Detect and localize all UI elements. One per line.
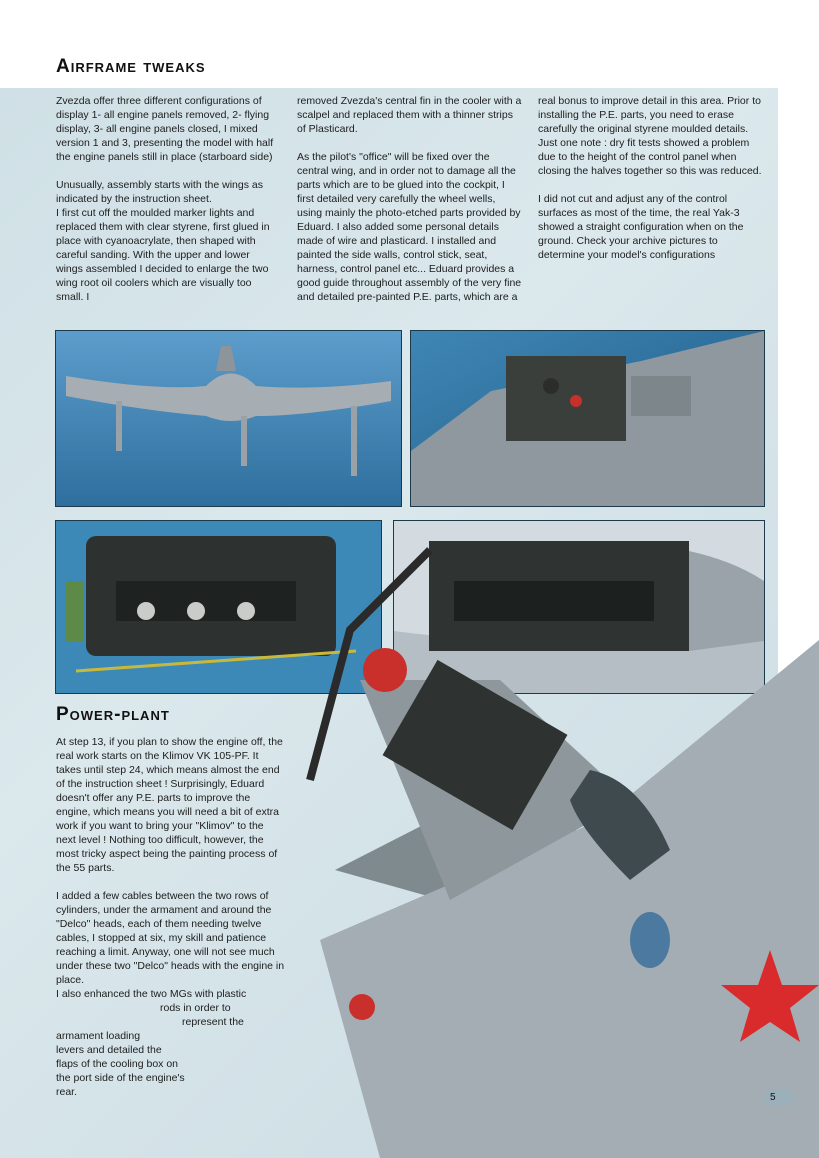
text-line: rear. <box>56 1086 78 1098</box>
section-title-powerplant: Power-plant <box>56 704 170 725</box>
photo-aircraft-main <box>300 520 819 1158</box>
paragraph: At step 13, if you plan to show the engine off, the real work starts on the Klimov VK 105-PF. It takes until step 24, which means almost the end of the instruction sheet ! Surprisingly, Eduard doesn't offer any P.E. parts to improve the engine, which means you will need a bit of extra work if you want to bring your "Klimov" to the next level ! Nothing too difficult, however, the most tricky aspect being the painting process of the 55 parts. <box>56 736 283 874</box>
paragraph: As the pilot's "office" will be fixed over the central wing, and in order not to damage all the parts which are to be glued into the cockpit, I first detailed very carefully the wheel wells, using mainly the photo-etched parts provided by Eduard. I also added some personal details made of wire and plasticard. I installed and painted the side walls, control stick, seat, harness, control panel etc... Eduard provides a good guide throughout assembly of the very fine and detailed pre-painted P.E. parts, which are a <box>297 151 522 303</box>
paragraph: I added a few cables between the two rows of cylinders, under the armament and around the "Delco" heads, each of them needing twelve cables, I stopped at six, my skill and patience reaching a limit. Anyway, one will not see much under these two "Delco" heads with the engine in place. <box>56 890 285 986</box>
text-line: I also enhanced the two MGs with plastic <box>56 988 247 1000</box>
text-line: armament loading <box>56 1030 141 1042</box>
paragraph: I first cut off the moulded marker lights and replaced them with clear styrene, first glued in place with cyanoacrylate, then shaped with careful sanding. With the upper and lower wings assembled I decided to enlarge the two wing root oil coolers which are visually too small. I <box>56 207 270 303</box>
text-line: represent the <box>182 1016 244 1028</box>
text-line: rods in order to <box>160 1002 231 1014</box>
text-line: levers and detailed the <box>56 1044 162 1056</box>
paragraph: real bonus to improve detail in this area. Prior to installing the P.E. parts, you need to erase carefully the original styrene moulded details. Just one note : dry fit tests showed a problem due to the height of the control panel when closing the halves together so this was reduced. <box>538 95 762 177</box>
paragraph: Unusually, assembly starts with the wings as indicated by the instruction sheet. <box>56 179 263 205</box>
photo-wing-assembly <box>55 330 402 507</box>
text-column-3 <box>538 94 766 276</box>
text-column-powerplant <box>56 735 286 1099</box>
text-line: the port side of the engine's <box>56 1072 185 1084</box>
paragraph: Zvezda offer three different configurations of display 1- all engine panels removed, 2- flying display, 3- all engine panels closed, I mixed version 1 and 3, presenting the model with half the engine panels still in place (starboard side) <box>56 95 274 163</box>
text-column-1 <box>56 94 278 318</box>
text-column-2 <box>297 94 523 318</box>
photo-cockpit-detail <box>410 330 765 507</box>
text-line: flaps of the cooling box on <box>56 1058 179 1070</box>
paragraph: I did not cut and adjust any of the control surfaces as most of the time, the real Yak-3 showed a straight configuration when on the ground. Check your archive pictures to determine your model's configurations <box>538 193 744 261</box>
page-number: 5 <box>764 1090 794 1106</box>
paragraph: removed Zvezda's central fin in the cooler with a scalpel and replaced them with a thinner strips of Plasticard. <box>297 95 522 135</box>
section-title-airframe: Airframe tweaks <box>56 56 206 77</box>
